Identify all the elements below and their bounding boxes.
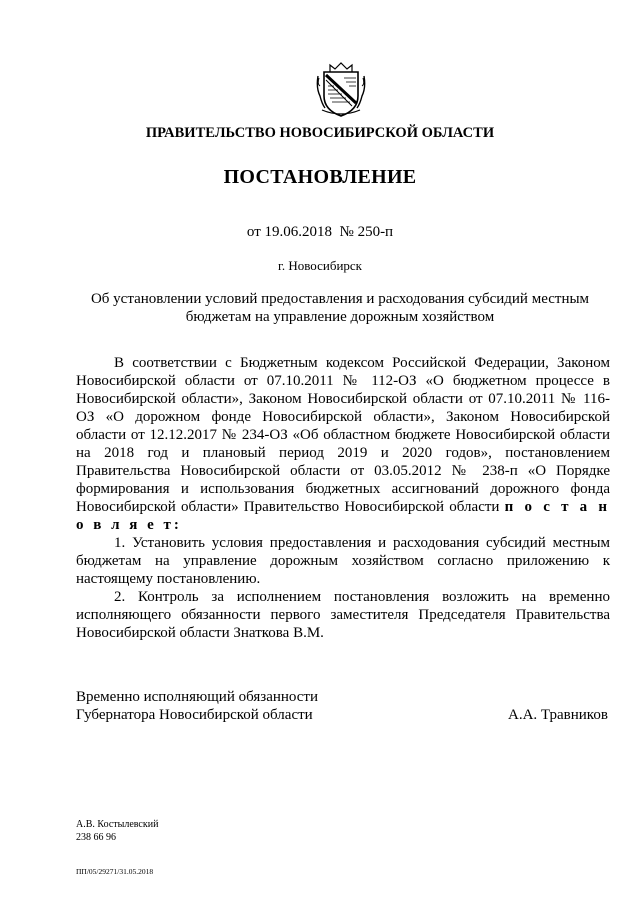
position-line-1: Временно исполняющий обязанности — [76, 689, 319, 705]
position-line-2: Губернатора Новосибирской области — [76, 707, 313, 723]
number-sign: № — [339, 224, 354, 240]
novosibirsk-coat-of-arms-icon — [316, 62, 366, 118]
document-code: ПП/05/29271/31.05.2018 — [76, 867, 154, 876]
document-date: 19.06.2018 — [264, 224, 332, 240]
document-body — [76, 354, 610, 642]
executor-block — [76, 818, 158, 844]
document-date-number — [0, 224, 640, 241]
signatory-name: А.А. Травников — [508, 707, 608, 723]
document-type: ПОСТАНОВЛЕНИЕ — [223, 166, 417, 188]
preamble-paragraph — [76, 354, 610, 534]
executor-phone: 238 66 96 — [76, 832, 116, 843]
government-name: ПРАВИТЕЛЬСТВО НОВОСИБИРСКОЙ ОБЛАСТИ — [145, 125, 495, 141]
city: г. Новосибирск — [277, 258, 362, 273]
date-prefix: от — [246, 224, 261, 240]
document-number: 250-п — [357, 224, 394, 240]
resolves-word: п о с т а н о в л я е т: — [76, 499, 611, 533]
executor-name: А.В. Костылевский — [76, 819, 159, 830]
preamble-text: В соответствии с Бюджетным кодексом Российской Федерации, Законом Новосибирской области от 07.10.2011 № 112-ОЗ «О бюджетном процессе в Новосибирской области», Законом Новосибирской области от 07.10.2011 № 116-ОЗ «О дорожном фонде Новосибирской области», Законом Новосибирской области от 12.12.2017 № 234-ОЗ «Об областном бюджете Новосибирской области на 2018 год и плановый период 2019 и 2020 годов», постановлением Правительства Новосибирской области от 03.05.2012 № 238-п «О Порядке формирования и использования бюджетных ассигнований дорожного фонда Новосибирской области» Правительство Новосибирской области — [76, 355, 610, 515]
document-subject: Об установлении условий предоставления и расходования субсидий местным бюджетам на управление дорожным хозяйством — [90, 291, 590, 325]
item-1-paragraph: 1. Установить условия предоставления и расходования субсидий местным бюджетам на управление дорожным хозяйством согласно приложению к настоящему постановлению. — [76, 535, 610, 587]
signatory-position — [76, 688, 318, 724]
item-2-paragraph: 2. Контроль за исполнением постановления возложить на временно исполняющего обязанности первого заместителя Председателя Правительства Новосибирской области Знаткова В.М. — [76, 589, 610, 641]
